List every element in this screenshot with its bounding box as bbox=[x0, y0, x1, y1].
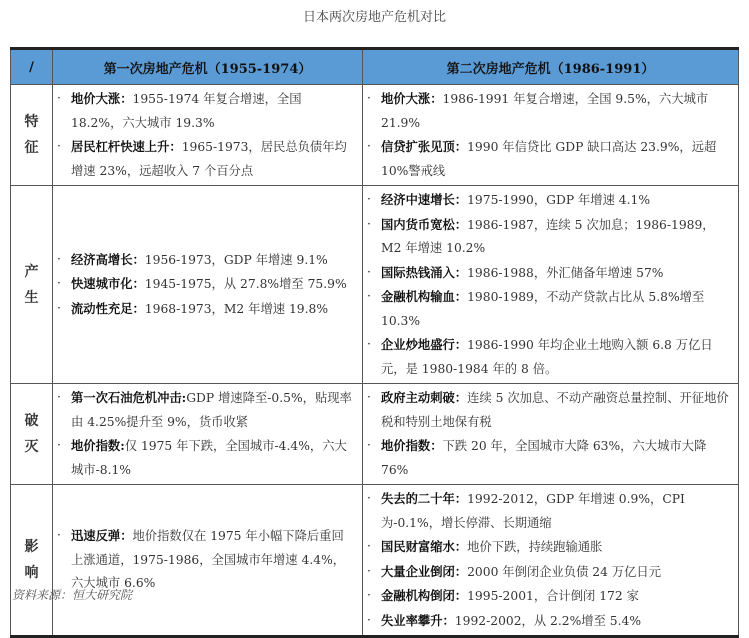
list-item bbox=[367, 386, 732, 434]
bullet-icon: · bbox=[367, 192, 371, 206]
item-text: 1992-2012，GDP 年增速 0.9%，CPI 为-0.1%，增长停滞、长期通缩 bbox=[381, 492, 685, 530]
cell-col1 bbox=[53, 384, 363, 485]
table-row bbox=[11, 384, 739, 485]
list-item bbox=[367, 188, 732, 213]
header-first-crisis: 第一次房地产危机（1955-1974） bbox=[53, 49, 363, 85]
list-item bbox=[367, 261, 732, 286]
cell-col1 bbox=[53, 85, 363, 186]
table-row bbox=[11, 85, 739, 186]
list-item bbox=[367, 434, 732, 482]
item-text: 1980-1989，不动产贷款占比从 5.8%增至 10.3% bbox=[381, 290, 705, 328]
list-item bbox=[57, 272, 356, 297]
item-keyword: 国内货币宽松： bbox=[381, 216, 468, 232]
bullet-icon: · bbox=[367, 139, 371, 153]
item-keyword: 失业率攀升： bbox=[381, 612, 455, 628]
item-keyword: 信贷扩张见顶： bbox=[381, 139, 468, 154]
bullet-icon: · bbox=[367, 438, 371, 452]
item-text: 仅 1975 年下跌，全国城市-4.4%，六大城市-8.1% bbox=[71, 439, 347, 477]
item-keyword: 政府主动刺破： bbox=[381, 390, 468, 405]
item-keyword: 国民财富缩水： bbox=[381, 539, 468, 554]
bullet-icon: · bbox=[367, 563, 371, 578]
item-text: 1986-1987，连续 5 次加息；1986-1989，M2 年增速 10.2% bbox=[381, 217, 715, 255]
item-keyword: 地价指数: bbox=[71, 438, 125, 453]
bullet-icon: · bbox=[367, 491, 371, 505]
bullet-icon: · bbox=[367, 612, 371, 627]
header-second-crisis: 第二次房地产危机（1986-1991） bbox=[363, 49, 739, 85]
header-row bbox=[11, 49, 739, 85]
bullet-icon: · bbox=[367, 539, 371, 553]
item-keyword: 地价指数： bbox=[381, 438, 443, 453]
list-item bbox=[367, 535, 732, 560]
bullet-icon: · bbox=[57, 139, 61, 153]
item-text: 1986-1988，外汇储备年增速 57% bbox=[467, 265, 664, 280]
bullet-icon: · bbox=[57, 300, 61, 315]
item-text: 2000 年倒闭企业负债 24 万亿日元 bbox=[467, 564, 662, 579]
cell-col1 bbox=[53, 186, 363, 384]
list-item bbox=[367, 87, 732, 135]
bullet-icon: · bbox=[57, 91, 61, 105]
list-item bbox=[57, 248, 356, 273]
bullet-icon: · bbox=[57, 276, 61, 291]
item-text: 1995-2001，合计倒闭 172 家 bbox=[467, 589, 639, 603]
row-label: 产 生 bbox=[11, 186, 53, 384]
list-item bbox=[57, 386, 356, 434]
item-text: 1956-1973，GDP 年增速 9.1% bbox=[144, 252, 328, 267]
item-keyword: 地价大涨： bbox=[381, 91, 443, 106]
list-item bbox=[367, 560, 732, 585]
item-keyword: 企业炒地盛行： bbox=[381, 337, 468, 352]
item-text: 1986-1991 年复合增速，全国 9.5%，六大城市 21.9% bbox=[381, 92, 709, 130]
item-keyword: 第一次石油危机冲击: bbox=[71, 390, 187, 405]
item-text: 1975-1990，GDP 年增速 4.1% bbox=[467, 193, 651, 207]
header-corner: / bbox=[11, 49, 53, 85]
item-text: 1945-1975，从 27.8%增至 75.9% bbox=[144, 277, 347, 292]
list-item bbox=[57, 297, 356, 322]
item-text: 1965-1973，居民总负债年均增速 23%，远超收入 7 个百分点 bbox=[71, 140, 347, 178]
source-note: 资料来源：恒大研究院 bbox=[12, 588, 133, 602]
bullet-icon: · bbox=[367, 264, 371, 279]
row-label: 影 响 bbox=[11, 485, 53, 637]
item-keyword: 失去的二十年： bbox=[381, 491, 468, 506]
list-item bbox=[57, 434, 356, 482]
bullet-icon: · bbox=[57, 390, 61, 404]
cell-col1 bbox=[53, 485, 363, 637]
item-text: 连续 5 次加息、不动产融资总量控制、开征地价税和特别土地保有税 bbox=[381, 391, 729, 429]
bullet-icon: · bbox=[57, 251, 61, 266]
item-text: 下跌 20 年，全国城市大降 63%，六大城市大降 76% bbox=[381, 439, 707, 477]
cell-col2 bbox=[363, 384, 739, 485]
bullet-icon: · bbox=[57, 528, 61, 543]
item-keyword: 经济高增长： bbox=[71, 251, 145, 267]
item-keyword: 地价大涨： bbox=[71, 91, 133, 106]
bullet-icon: · bbox=[367, 390, 371, 404]
cell-col2 bbox=[363, 85, 739, 186]
item-keyword: 经济中速增长： bbox=[381, 192, 468, 207]
comparison-table bbox=[10, 47, 739, 638]
row-label: 特 征 bbox=[11, 85, 53, 186]
item-keyword: 快速城市化： bbox=[71, 276, 145, 292]
bullet-icon: · bbox=[367, 91, 371, 105]
item-text: 1986-1990 年均企业土地购入额 6.8 万亿日元，是 1980-1984 年的 8 倍。 bbox=[381, 338, 713, 376]
cell-col2 bbox=[363, 485, 739, 637]
item-text: 1990 年信贷比 GDP 缺口高达 23.9%，远超 10%警戒线 bbox=[381, 140, 717, 178]
list-item bbox=[367, 333, 732, 381]
list-item bbox=[367, 285, 732, 333]
row-label: 破 灭 bbox=[11, 384, 53, 485]
list-item bbox=[367, 487, 732, 535]
item-text: 1992-2002，从 2.2%增至 5.4% bbox=[454, 613, 642, 628]
item-keyword: 迅速反弹： bbox=[71, 528, 133, 544]
item-text: 地价指数仅在 1975 年小幅下降后重回上涨通道，1975-1986，全国城市年增速 4.4%，六大城市 6.6% bbox=[71, 529, 346, 591]
item-keyword: 大量企业倒闭： bbox=[381, 563, 468, 579]
list-item bbox=[57, 135, 356, 183]
item-text: 1968-1973，M2 年增速 19.8% bbox=[144, 301, 329, 316]
cell-col2 bbox=[363, 186, 739, 384]
bullet-icon: · bbox=[367, 588, 371, 602]
item-text: 地价下跌，持续跑输通胀 bbox=[467, 540, 603, 554]
item-keyword: 居民杠杆快速上升： bbox=[71, 139, 182, 154]
list-item bbox=[367, 135, 732, 183]
item-keyword: 金融机构倒闭： bbox=[381, 588, 468, 603]
table-title: 日本两次房地产危机对比 bbox=[302, 10, 446, 25]
list-item bbox=[367, 609, 732, 634]
item-keyword: 金融机构输血： bbox=[381, 289, 468, 304]
list-item bbox=[57, 87, 356, 135]
table-row bbox=[11, 186, 739, 384]
table-row bbox=[11, 485, 739, 637]
bullet-icon: · bbox=[367, 289, 371, 303]
bullet-icon: · bbox=[367, 337, 371, 351]
item-text: 1955-1974 年复合增速，全国 18.2%，六大城市 19.3% bbox=[71, 92, 302, 130]
item-keyword: 流动性充足： bbox=[71, 300, 145, 316]
item-keyword: 国际热钱涌入： bbox=[381, 264, 468, 280]
bullet-icon: · bbox=[57, 438, 61, 452]
list-item bbox=[367, 213, 732, 261]
item-text: GDP 增速降至-0.5%，贴现率由 4.25%提升至 9%，货币收紧 bbox=[71, 391, 352, 429]
bullet-icon: · bbox=[367, 216, 371, 231]
